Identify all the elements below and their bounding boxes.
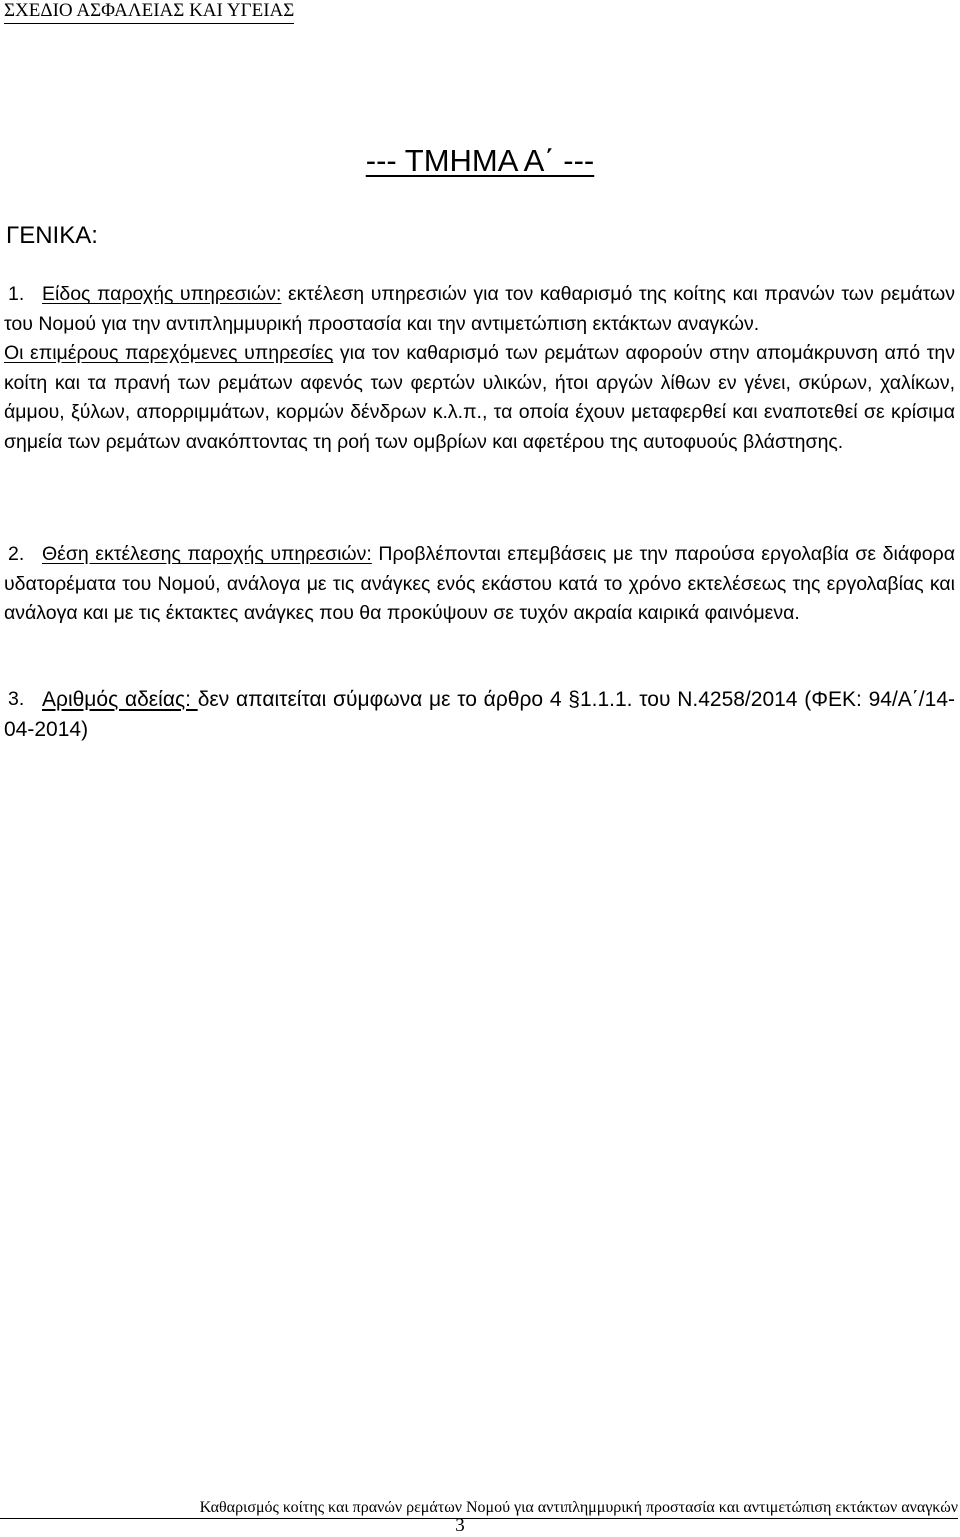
item-sub-label: Οι επιμέρους παρεχόμενες υπηρεσίες xyxy=(4,342,334,365)
item-text: δεν απαιτείται σύμφωνα με το άρθρο 4 §1.1.1. του Ν.4258/2014 (ΦΕΚ: 94/Α΄/14-04-2014) xyxy=(4,688,955,741)
item-number: 2. xyxy=(8,543,25,565)
numbered-item-1 xyxy=(4,280,955,458)
item-paragraph xyxy=(4,540,955,629)
general-heading: ΓΕΝΙΚΑ: xyxy=(6,222,98,249)
section-title-text: --- ΤΜΗΜΑ Α΄ --- xyxy=(365,143,595,178)
item-text: Προβλέπονται επεμβάσεις με την παρούσα εργολαβία σε διάφορα υδατορέματα του Νομού, ανάλογα με τις ανάγκες ενός εκάστου κατά το χρόνο εκτελέσεως της εργολαβίας και ανάλογα και με τις έκτακτες ανάγκες που θα προκύψουν σε τυχόν ακραία καιρικά φαινόμενα. xyxy=(4,543,955,625)
item-number: 1. xyxy=(8,283,25,305)
item-subparagraph xyxy=(4,339,955,457)
numbered-item-2 xyxy=(4,540,955,629)
numbered-item-3 xyxy=(4,685,955,744)
item-label: Είδος παροχής υπηρεσιών: xyxy=(42,283,282,305)
item-label: Θέση εκτέλεσης παροχής υπηρεσιών: xyxy=(42,543,372,565)
section-title xyxy=(0,141,960,181)
page-header: ΣΧΕΔΙΟ ΑΣΦΑΛΕΙΑΣ ΚΑΙ ΥΓΕΙΑΣ xyxy=(4,0,294,24)
page-footer: Καθαρισμός κοίτης και πρανών ρεμάτων Νομού για αντιπλημμυρική προστασία και αντιμετώπιση εκτάκτων αναγκών xyxy=(0,1498,958,1519)
item-text: εκτέλεση υπηρεσιών για τον καθαρισμό της κοίτης και πρανών των ρεμάτων του Νομού για την αντιπλημμυρική προστασία και την αντιμετώπιση εκτάκτων αναγκών. xyxy=(4,283,956,335)
item-sub-text: για τον καθαρισμό των ρεμάτων αφορούν στην απομάκρυνση από την κοίτη και τα πρανή των ρεμάτων αφενός των φερτών υλικών, ήτοι αργών λίθων εν γένει, σκύρων, χαλίκων, άμμου, ξύλων, απορριμμάτων, κορμών δένδρων κ.λ.π., τα οποία έχουν μεταφερθεί και εναποτεθεί σε κρίσιμα σημεία των ρεμάτων ανακόπτοντας τη ροή των ομβρίων και αφετέρου της αυτοφυούς βλάστησης. xyxy=(4,342,955,453)
item-number: 3. xyxy=(8,688,25,710)
item-paragraph xyxy=(4,685,955,744)
item-paragraph xyxy=(4,280,955,339)
page-number: 3 xyxy=(455,1515,465,1536)
item-label: Αριθμός αδείας: xyxy=(42,688,198,711)
